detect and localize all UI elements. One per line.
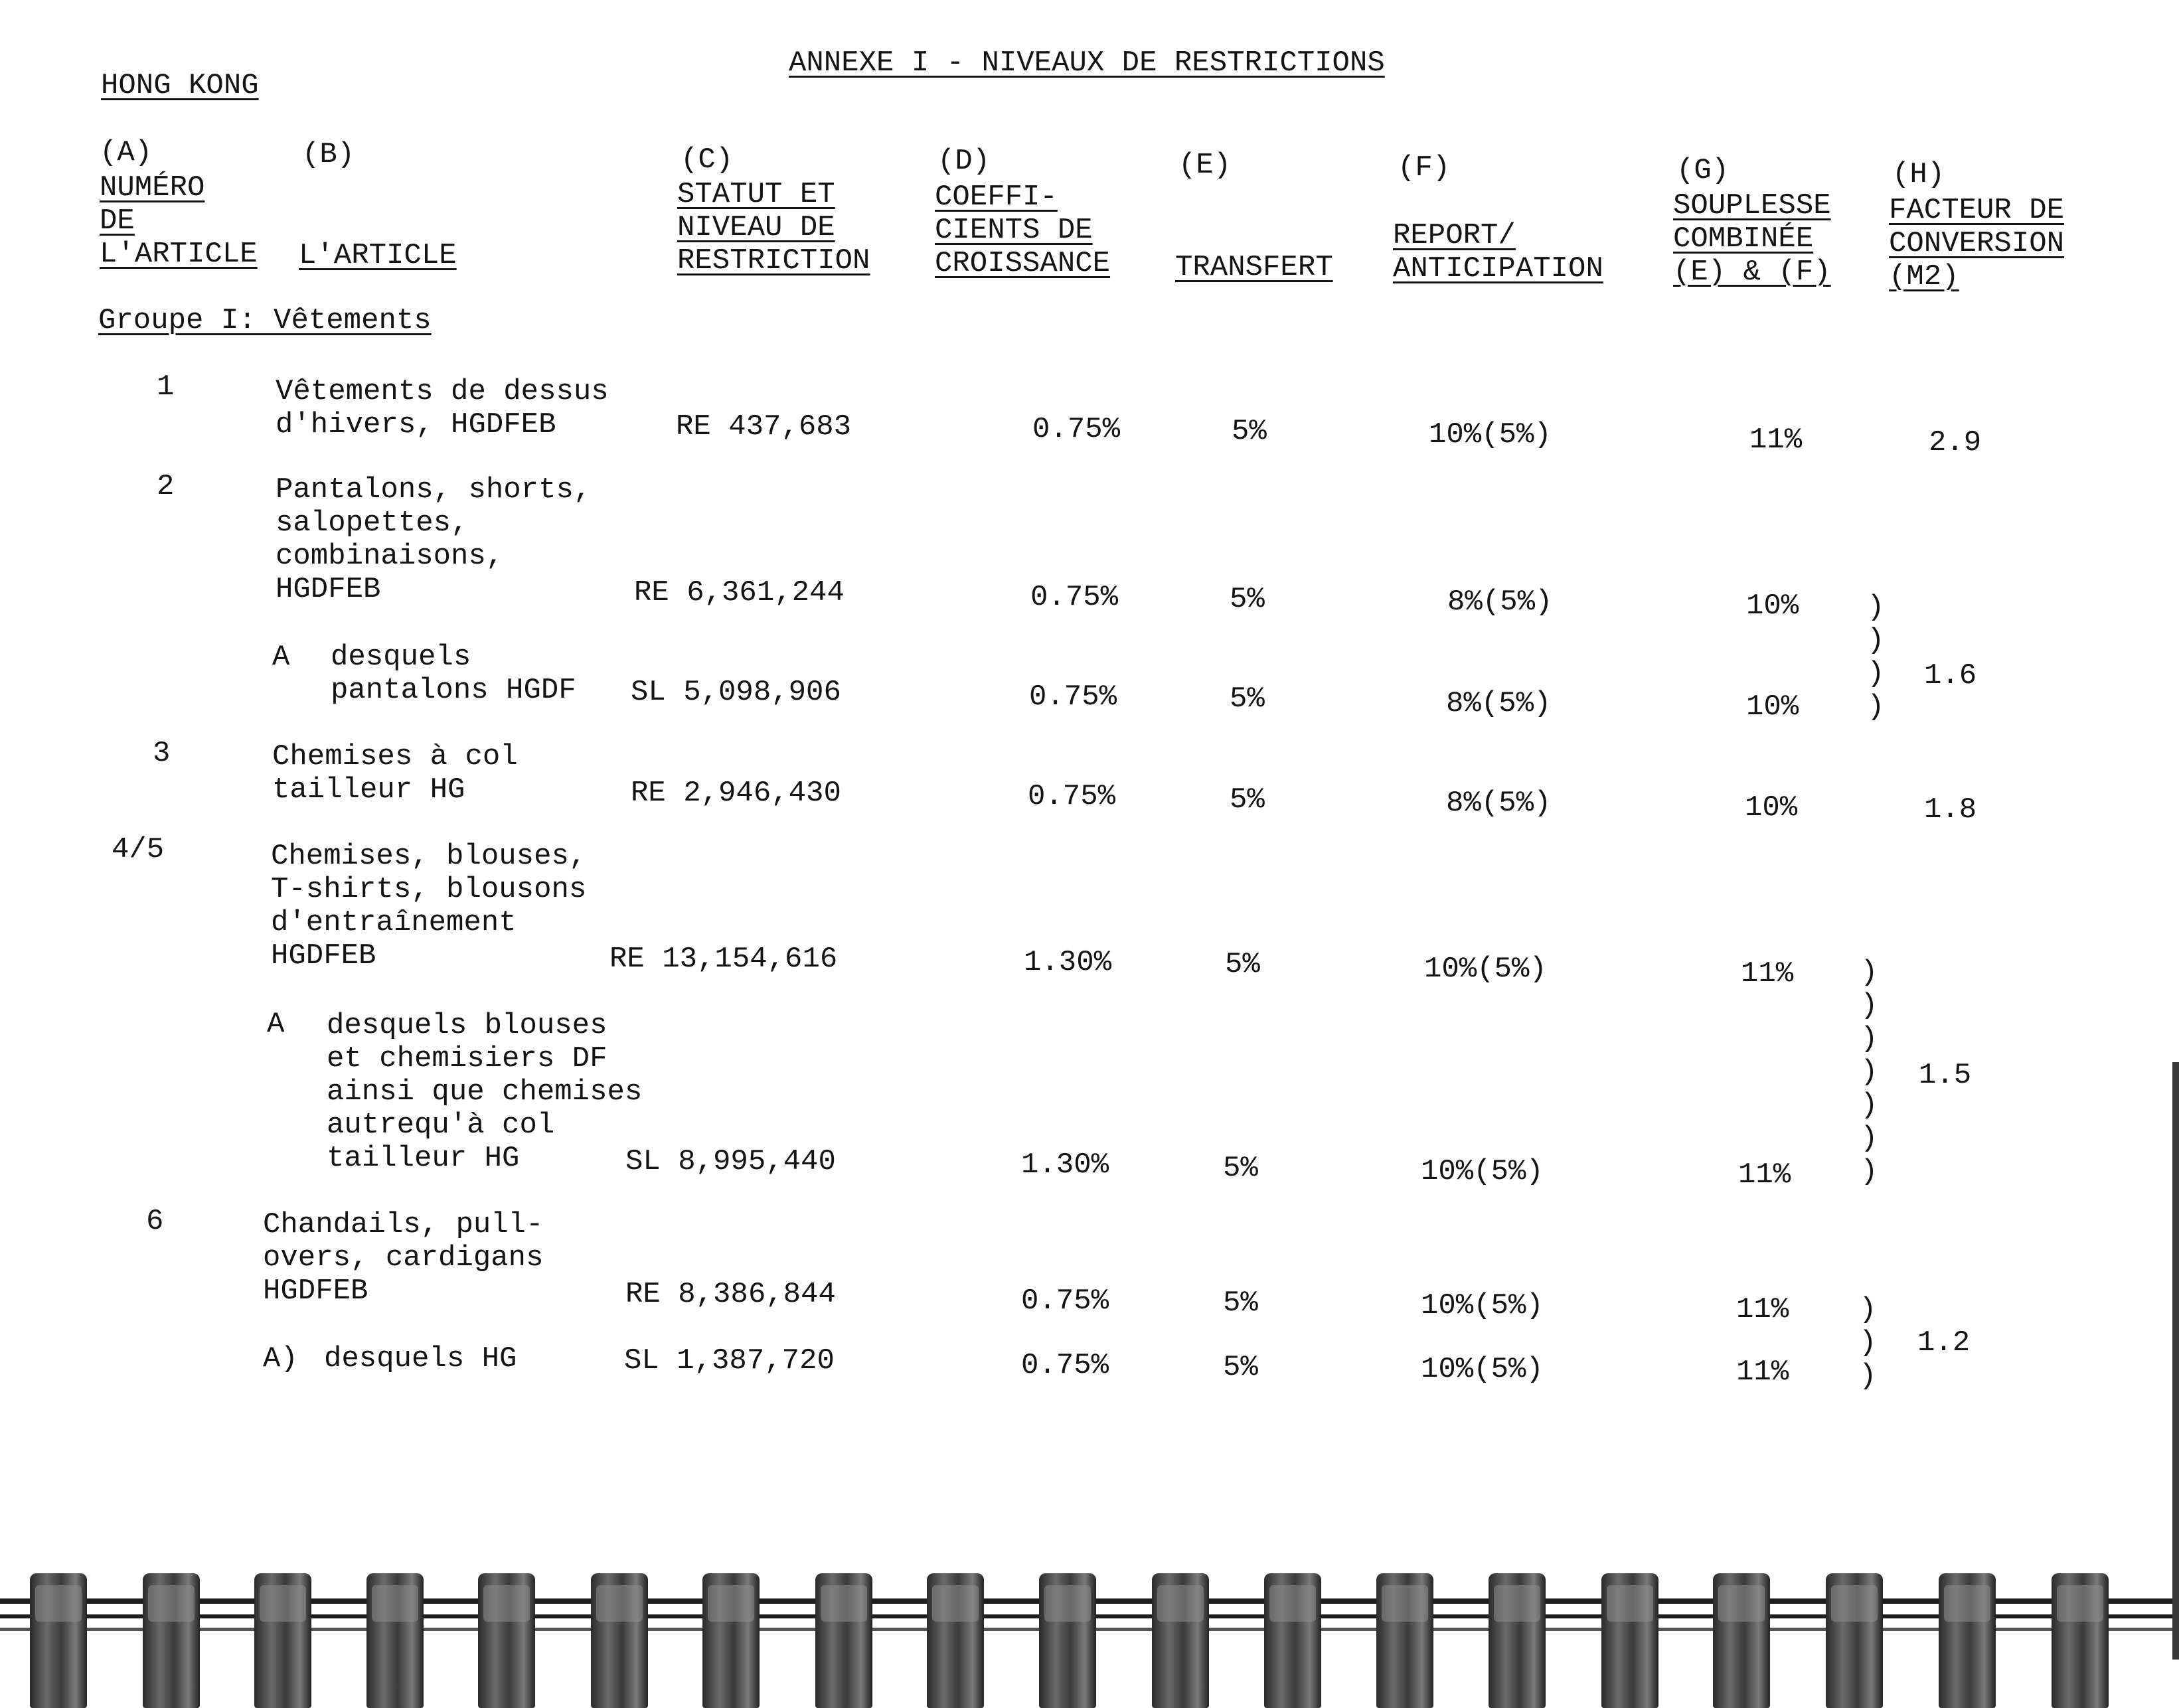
row-2a-status: SL 5,098,906: [631, 676, 841, 709]
col-b-label: L'ARTICLE: [299, 239, 457, 272]
row-2a-desc: desquels pantalons HGDF: [331, 641, 576, 707]
row-4-transfer: 5%: [1225, 948, 1260, 981]
col-c-letter: (C): [681, 143, 734, 177]
row-6a-desc: desquels HG: [324, 1342, 517, 1375]
binding-ring: [1601, 1573, 1658, 1708]
page-edge-shadow: [2172, 1062, 2179, 1660]
row-2a-coef: 0.75%: [1029, 680, 1117, 714]
row-3-num: 3: [153, 737, 171, 770]
col-g-letter: (G): [1676, 154, 1730, 187]
binding-ring: [478, 1573, 535, 1708]
bracket-row-6: ) ) ): [1859, 1293, 1877, 1393]
row-4-desc: Chemises, blouses, T-shirts, blousons d'entraînement HGDFEB: [271, 840, 587, 972]
binding-ring: [815, 1573, 872, 1708]
row-6-status: RE 8,386,844: [625, 1278, 836, 1311]
row-6a-report: 10%(5%): [1421, 1353, 1544, 1386]
row-6-souplesse: 11%: [1736, 1293, 1789, 1326]
binding-ring: [1376, 1573, 1433, 1708]
col-c-label: STATUT ET NIVEAU DE RESTRICTION: [677, 178, 870, 277]
row-1-status: RE 437,683: [676, 410, 852, 443]
binding-ring: [702, 1573, 760, 1708]
row-4a-souplesse: 11%: [1738, 1158, 1791, 1192]
row-1-desc: Vêtements de dessus d'hivers, HGDFEB: [276, 375, 609, 441]
binding-ring: [1039, 1573, 1096, 1708]
row-3-status: RE 2,946,430: [631, 777, 841, 810]
row-4-num: 4/5: [112, 833, 165, 866]
row-6-coef: 0.75%: [1021, 1284, 1109, 1318]
row-1-coef: 0.75%: [1032, 413, 1121, 446]
row-4-coef: 1.30%: [1024, 946, 1112, 979]
row-6-num: 6: [146, 1205, 164, 1238]
col-b-letter: (B): [302, 138, 355, 171]
binding-ring: [1152, 1573, 1209, 1708]
bracket-row-4-5: ) ) ) ) ) ) ): [1860, 956, 1878, 1188]
row-4a-transfer: 5%: [1223, 1152, 1258, 1185]
row-2a-transfer: 5%: [1230, 682, 1265, 716]
row-2-transfer: 5%: [1230, 583, 1265, 616]
row-1-souplesse: 11%: [1749, 424, 1803, 457]
col-e-letter: (E): [1178, 149, 1232, 182]
row-1-factor: 2.9: [1929, 426, 1982, 459]
col-e-label: TRANSFERT: [1175, 251, 1333, 284]
row-3-report: 8%(5%): [1446, 787, 1552, 820]
row-6a-coef: 0.75%: [1021, 1349, 1109, 1382]
spiral-binding: [0, 1553, 2179, 1708]
row-1-transfer: 5%: [1232, 415, 1267, 448]
page-title: ANNEXE I - NIVEAUX DE RESTRICTIONS: [789, 46, 1385, 80]
binding-ring: [927, 1573, 984, 1708]
row-4-report: 10%(5%): [1424, 953, 1547, 986]
row-2a-factor: 1.6: [1924, 659, 1977, 692]
col-h-letter: (H): [1892, 158, 1945, 191]
row-6a-transfer: 5%: [1223, 1351, 1258, 1384]
col-f-letter: (F): [1398, 151, 1451, 185]
binding-ring: [1713, 1573, 1770, 1708]
row-4a-status: SL 8,995,440: [625, 1145, 836, 1178]
row-2-num: 2: [157, 470, 175, 503]
row-2-status: RE 6,361,244: [634, 576, 845, 609]
row-3-coef: 0.75%: [1028, 780, 1116, 813]
col-d-letter: (D): [937, 145, 991, 178]
row-3-souplesse: 10%: [1745, 791, 1798, 824]
row-4a-report: 10%(5%): [1421, 1155, 1544, 1188]
row-4a-coef: 1.30%: [1021, 1148, 1109, 1182]
row-6a-status: SL 1,387,720: [624, 1344, 835, 1377]
country-label: HONG KONG: [101, 69, 259, 102]
row-6-transfer: 5%: [1223, 1286, 1258, 1320]
binding-ring: [254, 1573, 311, 1708]
col-a-label: NUMÉRO DE L'ARTICLE: [100, 171, 258, 271]
binding-ring: [30, 1573, 87, 1708]
row-6a-souplesse: 11%: [1736, 1356, 1789, 1389]
row-3-desc: Chemises à col tailleur HG: [272, 740, 518, 807]
col-h-label: FACTEUR DE CONVERSION (M2): [1889, 194, 2065, 293]
row-2-report: 8%(5%): [1447, 585, 1553, 619]
binding-ring: [1264, 1573, 1321, 1708]
row-2-coef: 0.75%: [1030, 581, 1119, 614]
col-a-letter: (A): [100, 136, 153, 169]
row-2-souplesse: 10%: [1746, 589, 1799, 623]
row-2a-report: 8%(5%): [1446, 687, 1552, 720]
row-4a-desc: desquels blouses et chemisiers DF ainsi que chemises autrequ'à col tailleur HG: [327, 1009, 643, 1175]
row-6a-factor: 1.2: [1917, 1326, 1971, 1359]
row-4-souplesse: 11%: [1741, 957, 1794, 990]
binding-ring: [1489, 1573, 1546, 1708]
binding-ring: [143, 1573, 200, 1708]
col-f-label: REPORT/ ANTICIPATION: [1393, 219, 1603, 285]
row-2-desc: Pantalons, shorts, salopettes, combinaisons, HGDFEB: [276, 473, 592, 606]
row-6-report: 10%(5%): [1421, 1289, 1544, 1322]
binding-ring: [1826, 1573, 1883, 1708]
row-3-factor: 1.8: [1924, 793, 1977, 826]
binding-ring: [591, 1573, 648, 1708]
row-4-status: RE 13,154,616: [609, 943, 838, 976]
row-1-num: 1: [157, 370, 175, 404]
bracket-row-2: ) ) ) ): [1867, 591, 1885, 724]
row-1-report: 10%(5%): [1429, 418, 1552, 451]
binding-ring: [2052, 1573, 2109, 1708]
row-6a-num: A): [263, 1342, 298, 1375]
binding-ring: [366, 1573, 424, 1708]
row-6-desc: Chandails, pull- overs, cardigans HGDFEB: [263, 1208, 544, 1308]
row-2a-num: A: [272, 641, 290, 674]
row-4a-factor: 1.5: [1919, 1059, 1972, 1092]
row-3-transfer: 5%: [1230, 783, 1265, 816]
col-g-label: SOUPLESSE COMBINÉE (E) & (F): [1673, 189, 1831, 289]
row-4a-num: A: [267, 1008, 285, 1041]
row-2a-souplesse: 10%: [1746, 690, 1799, 724]
binding-ring: [1939, 1573, 1996, 1708]
col-d-label: COEFFI- CIENTS DE CROISSANCE: [935, 181, 1111, 280]
group-heading: Groupe I: Vêtements: [98, 304, 432, 337]
